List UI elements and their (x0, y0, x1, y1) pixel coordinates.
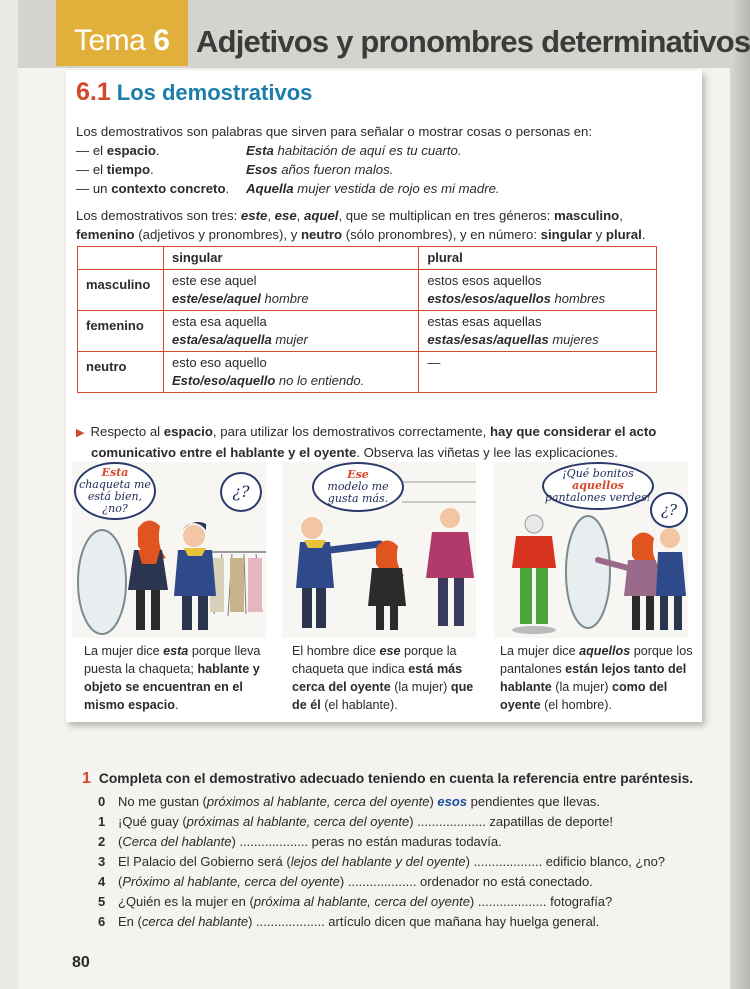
exercise-item[interactable]: 4 (Próximo al hablante, cerca del oyente) ................... ordenador no está conectado. (98, 874, 593, 889)
exercise-item[interactable]: 6 En (cerca del hablante) ................... artículo dicen que mañana hay huelga general. (98, 914, 600, 929)
speech-bubble-esta: Esta chaqueta me está bien, ¿no? (74, 462, 156, 520)
illustration-ese (282, 462, 476, 638)
paragraph-line-2: femenino (adjetivos y pronombres), y neutro (sólo pronombres), y en número: singular y plural. (76, 227, 646, 242)
speech-bubble-question: ¿? (220, 472, 262, 512)
use-line-tiempo: — el tiempo. (76, 162, 154, 177)
cell-plural: — (419, 352, 657, 393)
use-example-tiempo: Esos años fueron malos. (246, 162, 394, 177)
section-number: 6.1 (76, 78, 111, 106)
cell-singular: esta esa aquella esta/esa/aquella mujer (164, 311, 419, 352)
paragraph-line-1: Los demostrativos son tres: este, ese, aquel, que se multiplican en tres géneros: masculino, (76, 208, 623, 223)
triangle-bullet-icon: ▶ (76, 427, 85, 439)
table-header-singular: singular (164, 247, 419, 270)
demonstratives-table (77, 246, 657, 393)
example-answer: esos (437, 794, 468, 809)
exercise-number: 1 (82, 770, 91, 787)
table-header-row (78, 247, 657, 270)
section-name: Los demostrativos (116, 80, 313, 105)
space-note: ▶ Respecto al espacio, para utilizar los demostrativos correctamente, hay que considerar el acto comunicativo entre el hablante y el oyente. Observa las viñetas y lee las explicaciones. (76, 424, 657, 460)
cell-plural: estos esos aquellos estos/esos/aquellos hombres (419, 270, 657, 311)
table-header-plural: plural (419, 247, 657, 270)
tema-number: 6 (153, 24, 170, 57)
tema-label: Tema 6 (74, 24, 170, 57)
row-label-masculino: masculino (78, 270, 164, 311)
section-title (76, 78, 312, 107)
row-label-neutro: neutro (78, 352, 164, 393)
caption-ese: El hombre dice ese porque la chaqueta que indica está más cerca del oyente (la mujer) que de él (el hablante). (292, 644, 474, 712)
table-row (78, 311, 657, 352)
use-example-contexto: Aquella mujer vestida de rojo es mi madre. (246, 181, 500, 196)
use-line-contexto: — un contexto concreto. (76, 181, 230, 196)
cell-singular: este ese aquel este/ese/aquel hombre (164, 270, 419, 311)
book-spine (730, 0, 750, 989)
caption-aquellos: La mujer dice aquellos porque los pantalones están lejos tanto del hablante (la mujer) como del oyente (el hombre). (500, 644, 693, 712)
intro-text: Los demostrativos son palabras que sirven para señalar o mostrar cosas o personas en: (76, 124, 593, 139)
exercise-item[interactable]: 5 ¿Quién es la mujer en (próxima al hablante, cerca del oyente) ................... fotografía? (98, 894, 613, 909)
exercise-item[interactable]: 3 El Palacio del Gobierno será (lejos del hablante y del oyente) ................... edificio blanco, ¿no? (98, 854, 666, 869)
row-label-femenino: femenino (78, 311, 164, 352)
caption-esta: La mujer dice esta porque lleva puesta la chaqueta; hablante y objeto se encuentran en el mismo espacio. (84, 644, 261, 712)
table-corner (78, 247, 164, 270)
cell-singular: esto eso aquello Esto/eso/aquello no lo entiendo. (164, 352, 419, 393)
use-example-espacio: Esta habitación de aquí es tu cuarto. (246, 143, 462, 158)
speech-bubble-aquellos: ¡Qué bonitos aquellos pantalones verdes! (542, 462, 654, 510)
speech-bubble-question: ¿? (650, 492, 688, 528)
exercise-item: 0 No me gustan (próximos al hablante, cerca del oyente) esos pendientes que llevas. (98, 794, 601, 809)
table-row (78, 270, 657, 311)
exercise-instruction: 1 Completa con el demostrativo adecuado teniendo en cuenta la referencia entre paréntesis. (82, 770, 694, 787)
exercise-1 (82, 770, 722, 932)
page-title: Adjetivos y pronombres determinativos (196, 24, 750, 59)
exercise-item[interactable]: 1 ¡Qué guay (próximas al hablante, cerca del oyente) ................... zapatillas de deporte! (98, 814, 614, 829)
speech-bubble-ese: Ese modelo me gusta más. (312, 462, 404, 512)
exercise-item[interactable]: 2 (Cerca del hablante) ................... peras no están maduras todavía. (98, 834, 502, 849)
page-number: 80 (72, 954, 90, 971)
use-line-espacio: — el espacio. (76, 143, 160, 158)
illustration-aquellos (494, 462, 688, 638)
cell-plural: estas esas aquellas estas/esas/aquellas mujeres (419, 311, 657, 352)
section-panel (66, 70, 702, 722)
table-row (78, 352, 657, 393)
illustration-esta (72, 462, 266, 638)
